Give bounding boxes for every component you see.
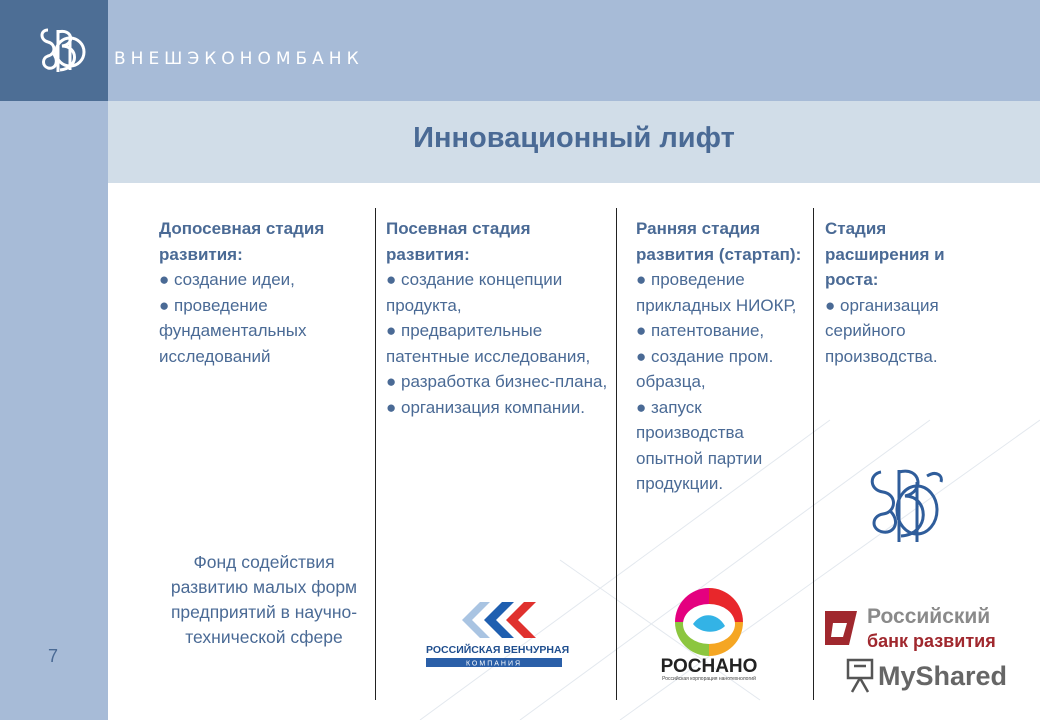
veb-monogram-large-icon (857, 458, 957, 558)
rbr-name-line2: банк развития (867, 631, 996, 651)
stage-item: ● создание пром. образца, (636, 346, 774, 391)
stage-item: ● патентование, (636, 321, 765, 340)
rusnano-logo (651, 584, 771, 684)
stage-heading: Посевная стадия развития: (386, 219, 531, 264)
rbr-name-line1: Российский (867, 605, 991, 628)
stage-expansion (825, 216, 990, 369)
stage-item: ● организация компании. (386, 397, 586, 417)
rusnano-name: РОСНАНО (660, 656, 758, 677)
stage-startup (636, 216, 812, 497)
myshared-text: MyShared (878, 661, 1008, 691)
stage-preseed (159, 216, 371, 369)
rvc-logo (424, 598, 574, 678)
rvc-name: РОССИЙСКАЯ ВЕНЧУРНАЯ (426, 644, 570, 656)
divider-2 (616, 208, 617, 700)
stage-heading: Стадия расширения и роста: (825, 219, 945, 289)
stage-item: ● организация серийного производства. (825, 295, 939, 366)
page-number: 7 (48, 646, 59, 666)
rusnano-subtitle: Российская корпорация нанотехнологий (662, 676, 756, 682)
rvc-subtitle: КОМПАНИЯ (465, 660, 523, 668)
rbr-emblem-icon (825, 611, 857, 645)
myshared-easel-icon (848, 660, 872, 692)
stage-heading: Допосевная стадия развития: (159, 219, 325, 264)
stage-item: ● разработка бизнес-плана, (386, 372, 608, 391)
divider-3 (813, 208, 814, 700)
stage-item: ● предварительные патентные исследования, (386, 321, 591, 366)
stage-heading: Ранняя стадия развития (стартап): (636, 219, 802, 264)
stage-seed (386, 216, 614, 420)
stage-item: ● проведение фундаментальных исследований (159, 295, 307, 366)
rusnano-sphere-icon (675, 588, 743, 656)
divider-1 (375, 208, 376, 700)
rbr-logo (823, 603, 1003, 653)
myshared-watermark (840, 656, 1010, 696)
rvc-arrows-icon (462, 602, 536, 638)
stage-item: ● создание концепции продукта, (386, 270, 563, 315)
stage-item: ● запуск производства опытной партии продукции. (636, 397, 763, 493)
stage-item: ● создание идеи, (159, 270, 295, 289)
page-title: Инновационный лифт (413, 122, 735, 154)
bank-name: ВНЕШЭКОНОМБАНК (114, 49, 364, 69)
fund-text: Фонд содействия развитию малых форм предприятий в научно-технической сфере (170, 552, 358, 647)
stage-item: ● проведение прикладных НИОКР, (636, 270, 797, 315)
